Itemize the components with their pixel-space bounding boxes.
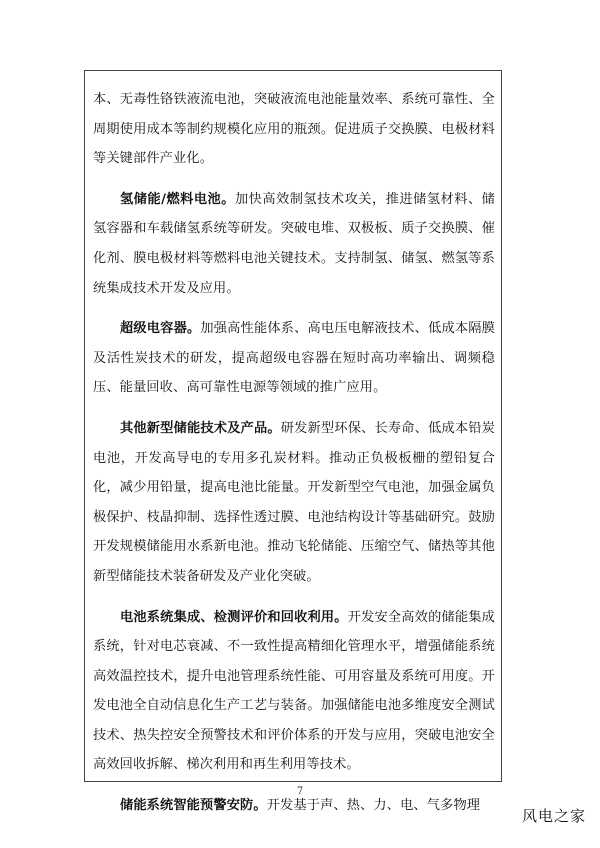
paragraph-other-storage <box>93 414 495 592</box>
paragraph-heading: 储能系统智能预警安防。 <box>120 798 267 814</box>
paragraph-supercapacitor <box>93 314 495 403</box>
watermark-text: 风电之家 <box>521 807 586 825</box>
paragraph-text: 研发新型环保、长寿命、低成本铅炭电池，开发高导电的专用多孔炭材料。推动正负极板栅的塑铅复合化，减少用铅量，提高电池比能量。开发新型空气电池，加强金属负极保护、枝晶抑制、选择性透过膜、电池结构设计等基础研究。鼓励开发规模储能用水系新电池。推动飞轮储能、压缩空气、储热等其他新型储能技术装备研发及产业化突破。 <box>93 420 495 584</box>
text-frame <box>84 70 502 814</box>
paragraph-text: 开发基于声、热、力、电、气多物理 <box>266 798 481 814</box>
document-body <box>93 85 495 832</box>
page-number: 7 <box>296 786 304 797</box>
paragraph-heading: 其他新型储能技术及产品。 <box>120 420 281 436</box>
paragraph-text: 本、无毒性铬铁液流电池，突破液流电池能量效率、系统可靠性、全周期使用成本等制约规模化应用的瓶颈。促进质子交换膜、电极材料等关键部件产业化。 <box>93 92 495 167</box>
paragraph-hydrogen <box>93 185 495 303</box>
paragraph-heading: 电池系统集成、检测评价和回收利用。 <box>120 609 348 625</box>
paragraph-text: 开发安全高效的储能集成系统，针对电芯衰减、不一致性提高精细化管理水平，增强储能系统高效温控技术，提升电池管理系统性能、可用容量及系统可用度。开发电池全自动信息化生产工艺与装备。加强储能电池多维度安全测试技术、热失控安全预警技术和评价体系的开发与应用，突破电池安全高效回收拆解、梯次利用和再生利用等技术。 <box>93 609 495 773</box>
paragraph-heading: 超级电容器。 <box>120 321 201 337</box>
paragraph-heading: 氢储能/燃料电池。 <box>120 191 235 207</box>
paragraph-continued <box>93 85 495 174</box>
paragraph-text: 加强高性能体系、高电压电解液技术、低成本隔膜及活性炭技术的研发，提高超级电容器在短时高功率输出、调频稳压、能量回收、高可靠性电源等领域的推广应用。 <box>93 321 495 396</box>
paragraph-integration <box>93 603 495 781</box>
paragraph-text: 加快高效制氢技术攻关，推进储氢材料、储氢容器和车载储氢系统等研发。突破电堆、双极板、质子交换膜、催化剂、膜电极材料等燃料电池关键技术。支持制氢、储氢、燃氢等系统集成技术开发及应用。 <box>93 191 495 296</box>
